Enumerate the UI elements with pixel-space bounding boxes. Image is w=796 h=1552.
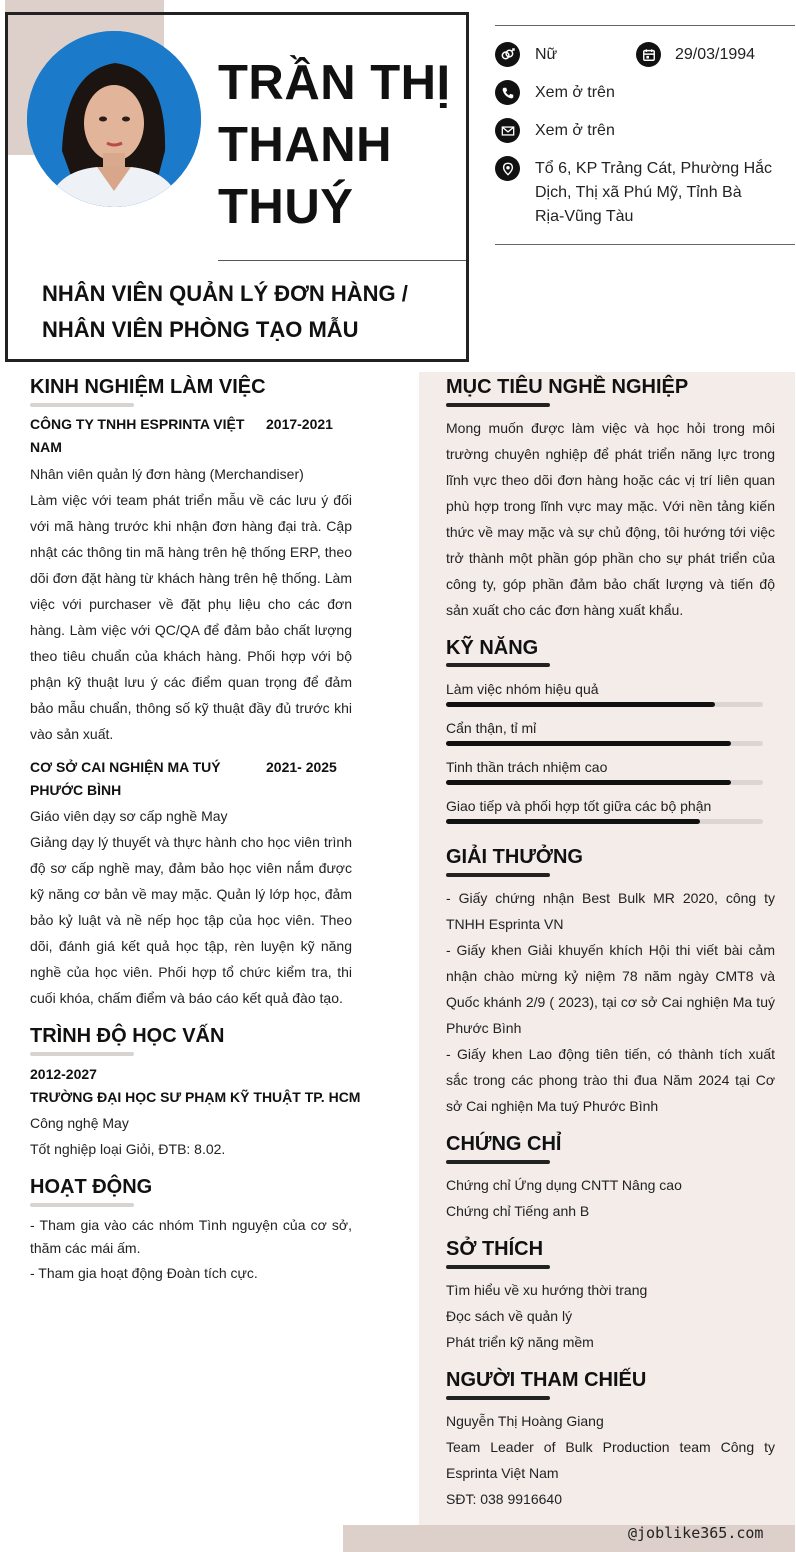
skill-bar [446,741,763,746]
birthdate-value: 29/03/1994 [675,46,756,63]
certificate-item: Chứng chỉ Tiếng anh B [446,1203,590,1219]
education-result: Tốt nghiệp loại Giỏi, ĐTB: 8.02. [30,1141,226,1157]
job-description: Giảng dạy lý thuyết và thực hành cho học viên trình độ sơ cấp nghề may, đảm bảo học viên nắm được kỹ năng cơ bản về may mặc. Quản lý lớp học, đảm bảo kỷ luật và nề nếp học tập của học viên. Theo dõi, đánh giá kết quả học tập, rèn luyện kỹ năng nghề của học viên. Phối hợp tổ chức kiểm tra, thi cuối khóa, chấm điểm và báo cáo kết quả đào tạo. [30,834,352,1006]
name-line: TRẦN THỊ [218,56,451,110]
reference-name: Nguyễn Thị Hoàng Giang [446,1413,604,1429]
name-divider [218,260,466,261]
skill-bar-fill [446,702,715,707]
skill-bar [446,702,763,707]
contact-divider-bottom [495,244,795,245]
job-period: 2021- 2025 [266,759,337,775]
section-underline [446,873,550,877]
section-underline [30,1203,134,1207]
experience-title: KINH NGHIỆM LÀM VIỆC [30,376,266,398]
name-line: THUÝ [218,180,354,234]
skill-label: Làm việc nhóm hiệu quả [446,681,599,697]
section-underline [446,1160,550,1164]
certificate-item: Chứng chỉ Ứng dụng CNTT Nâng cao [446,1177,682,1193]
education-major: Công nghệ May [30,1115,129,1131]
section-underline [446,663,550,667]
site-watermark: @joblike365.com [628,1524,764,1542]
email-value: Xem ở trên [535,122,615,139]
contact-divider-top [495,25,795,26]
hobby-item: Đọc sách về quản lý [446,1308,573,1324]
candidate-name [218,52,463,238]
activities-title: HOẠT ĐỘNG [30,1176,153,1198]
objective-text: Mong muốn được làm việc và học hỏi trong môi trường chuyên nghiệp để phát triển năng lực trong lĩnh vực theo dõi đơn hàng hoặc các vị trí liên quan phù hợp trong lĩnh vực may mặc. Với nền tảng kiến thức về may mặc và sự chủ động, tôi hướng tới việc trở thành một phần góp phần cho sự phát triển của công ty, góp phần đảm bảo chất lượng và tiến độ sản xuất cho các đơn hàng xuất khẩu. [446,420,775,618]
skill-bar-fill [446,741,731,746]
education-period: 2012-2027 [30,1066,97,1082]
education-title: TRÌNH ĐỘ HỌC VẤN [30,1025,225,1047]
hobbies-title: SỞ THÍCH [446,1238,544,1260]
job-period: 2017-2021 [266,416,333,432]
references-title: NGƯỜI THAM CHIẾU [446,1369,647,1391]
award-item: - Giấy chứng nhận Best Bulk MR 2020, công ty TNHH Esprinta VN [446,890,775,932]
award-item: - Giấy khen Lao động tiên tiến, có thành tích xuất sắc trong các phong trào thi đua Năm 2024 tại Cơ sở Cai nghiện Ma tuý Phước Bình [446,1046,775,1114]
skills-title: KỸ NĂNG [446,637,539,659]
section-underline [446,1396,550,1400]
certificates-title: CHỨNG CHỈ [446,1133,562,1155]
awards-title: GIẢI THƯỞNG [446,846,583,868]
job-company: CƠ SỞ CAI NGHIỆN MA TUÝ PHƯỚC BÌNH [30,759,221,798]
phone-value: Xem ở trên [535,84,615,101]
section-underline [30,1052,134,1056]
skill-bar [446,819,763,824]
address-value: Tổ 6, KP Trảng Cát, Phường Hắc Dịch, Thị xã Phú Mỹ, Tỉnh Bà Rịa-Vũng Tàu [535,160,773,225]
name-line: THANH [218,118,392,172]
gender-icon [495,42,520,67]
activity-item: - Tham gia hoạt động Đoàn tích cực. [30,1265,258,1281]
skill-bar-fill [446,780,731,785]
objective-title: MỤC TIÊU NGHỀ NGHIỆP [446,376,689,398]
portrait-photo [27,31,201,207]
mail-icon [495,118,520,143]
calendar-icon [636,42,661,67]
reference-position: Team Leader of Bulk Production team Công ty Esprinta Việt Nam [446,1439,775,1481]
job-role: Nhân viên quản lý đơn hàng (Merchandiser) [30,466,304,482]
phone-icon [495,80,520,105]
education-school: TRƯỜNG ĐẠI HỌC SƯ PHẠM KỸ THUẬT TP. HCM [30,1089,361,1105]
gender-value: Nữ [535,46,558,63]
job-description: Làm việc với team phát triển mẫu về các lưu ý đối với mã hàng trước khi nhận đơn hàng đại trà. Cập nhật các thông tin mã hàng trên hệ thống ERP, theo dõi đơn đặt hàng từ khách hàng trên hệ thống. Làm việc với purchaser về đặt phụ liệu cho các đơn hàng. Làm việc với QC/QA để đảm bảo chất lượng theo tiêu chuẩn của khách hàng. Phối hợp với bộ phận kỹ thuật lưu ý các điểm quan trọng để đảm bảo mẫu chuẩn, thông số kỹ thuật đầy đủ trước khi vào sản xuất. [30,492,352,742]
award-item: - Giấy khen Giải khuyến khích Hội thi viết bài cảm nhận chào mừng kỷ niệm 78 năm ngày CMT8 và Quốc khánh 2/9 ( 2023), tại cơ sở Cai nghiện Ma tuý Phước Bình [446,942,775,1036]
activity-item: - Tham gia vào các nhóm Tình nguyện của cơ sở, thăm các mái ấm. [30,1217,352,1256]
section-underline [30,403,134,407]
skill-bar [446,780,763,785]
hobby-item: Tìm hiểu về xu hướng thời trang [446,1282,648,1298]
job-title: NHÂN VIÊN QUẢN LÝ ĐƠN HÀNG / NHÂN VIÊN PHÒNG TẠO MẪU [42,281,408,342]
job-role: Giáo viên dạy sơ cấp nghề May [30,808,228,824]
skill-label: Tinh thần trách nhiệm cao [446,759,608,775]
job-company: CÔNG TY TNHH ESPRINTA VIỆT NAM [30,416,245,455]
hobby-item: Phát triển kỹ năng mềm [446,1334,594,1350]
skill-bar-fill [446,819,700,824]
section-underline [446,1265,550,1269]
reference-phone: SĐT: 038 9916640 [446,1491,562,1507]
location-icon [495,156,520,181]
skill-label: Cẩn thận, tỉ mỉ [446,720,537,736]
section-underline [446,403,550,407]
skill-label: Giao tiếp và phối hợp tốt giữa các bộ phận [446,798,712,814]
